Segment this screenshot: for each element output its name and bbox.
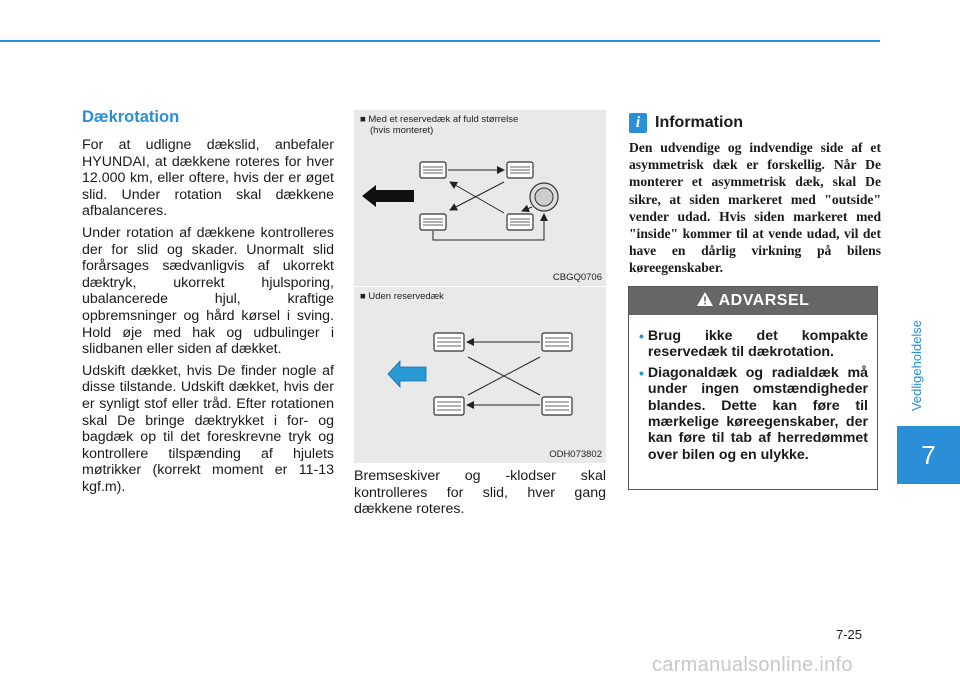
tire-front-right-icon	[507, 162, 533, 178]
paragraph-1: For at udligne dækslid, anbefaler HYUNDAI, at dækkene roteres for hver 12.000 km, eller oftere, hvis der er øget slid. Under rotation skal dækkene afbalanceres.	[82, 137, 334, 220]
warning-header	[629, 287, 877, 315]
bullet-icon: •	[639, 328, 644, 344]
figure-code: ODH073802	[549, 449, 602, 460]
information-title: Information	[655, 114, 743, 131]
figure-caption: ■ Med et reservedæk af fuld størrelse	[360, 114, 519, 125]
rotation-diagram-without-spare	[354, 287, 606, 463]
arrow-spare	[522, 207, 532, 211]
warning-list	[629, 315, 877, 463]
chapter-number: 7	[921, 439, 936, 470]
rotation-diagram-with-spare	[354, 110, 606, 286]
direction-arrow-icon	[362, 185, 414, 207]
spare-tire-icon	[530, 183, 558, 211]
info-icon: i	[629, 113, 647, 133]
watermark: carmanualsonline.info	[652, 654, 853, 676]
tire-front-left-icon	[420, 162, 446, 178]
warning-title: ADVARSEL	[718, 292, 810, 309]
warning-triangle-icon	[697, 292, 713, 311]
figure-caption: ■ Uden reservedæk	[360, 291, 444, 302]
bullet-icon: •	[639, 364, 644, 381]
information-header	[629, 113, 743, 133]
figure-code: CBGQ0706	[552, 272, 602, 283]
page-number: 7-25	[836, 627, 863, 642]
tire-front-left-icon	[434, 333, 464, 351]
tire-rear-left-icon	[434, 397, 464, 415]
warning-item: • Diagonaldæk og radialdæk må under ingen omstændigheder blandes. Dette kan føre til mærkelige køreegenskaber, der kan føre til tab af herredømmet over bilen og en ulykke.	[639, 364, 868, 463]
brake-check-text: Bremseskiver og -klodser skal kontrolleres for slid, hver gang dækkene roteres.	[354, 468, 606, 518]
section-label: Vedligeholdelse	[909, 319, 925, 411]
figure-caption-sub: (hvis monteret)	[370, 125, 434, 136]
figure-without-spare	[354, 287, 606, 463]
direction-arrow-icon	[388, 361, 426, 387]
top-rule	[0, 40, 880, 42]
section-title: Dækrotation	[82, 108, 180, 126]
chapter-tab[interactable]	[897, 426, 960, 484]
warning-box	[628, 286, 878, 490]
paragraph-2: Under rotation af dækkene kontrolleres der for slid og skader. Unormalt slid forårsages sædvanligvis af ukorrekt dæktryk, ukorrekt hjulsporing, ubalancerede hjul, kraftige opbremsninger og hård kørsel i sving. Hold øje med hak og udbulinger i slidbanen eller siden af dækket.	[82, 224, 334, 358]
information-body: Den udvendige og indvendige side af et asymmetrisk dæk er forskellig. Når De monterer et asymmetrisk dæk, skal De sikre, at siden markeret med "outside" vender udad. Hvis siden markeret med "inside" kommer til at vende udad, vil det have en dårlig virkning på bilens køreegenskaber.	[629, 140, 881, 276]
tire-rear-left-icon	[420, 214, 446, 230]
paragraph-3: Udskift dækket, hvis De finder nogle af disse tilstande. Udskift dækket, hvis der er synligt stof eller tråd. Efter rotationen skal De bringe dæktrykket i for- og bagdæk op til det foreskrevne tryk og kontrollere tilspænding af hjulets møtrikker (korrekt moment er 11-13 kgf.m).	[82, 362, 334, 495]
tire-rear-right-icon	[542, 397, 572, 415]
figure-with-spare	[354, 110, 606, 286]
tire-rotation-section	[82, 108, 334, 500]
tire-front-right-icon	[542, 333, 572, 351]
warning-item: • Brug ikke det kompakte reservedæk til dækrotation.	[639, 328, 868, 361]
tire-rear-right-icon	[507, 214, 533, 230]
